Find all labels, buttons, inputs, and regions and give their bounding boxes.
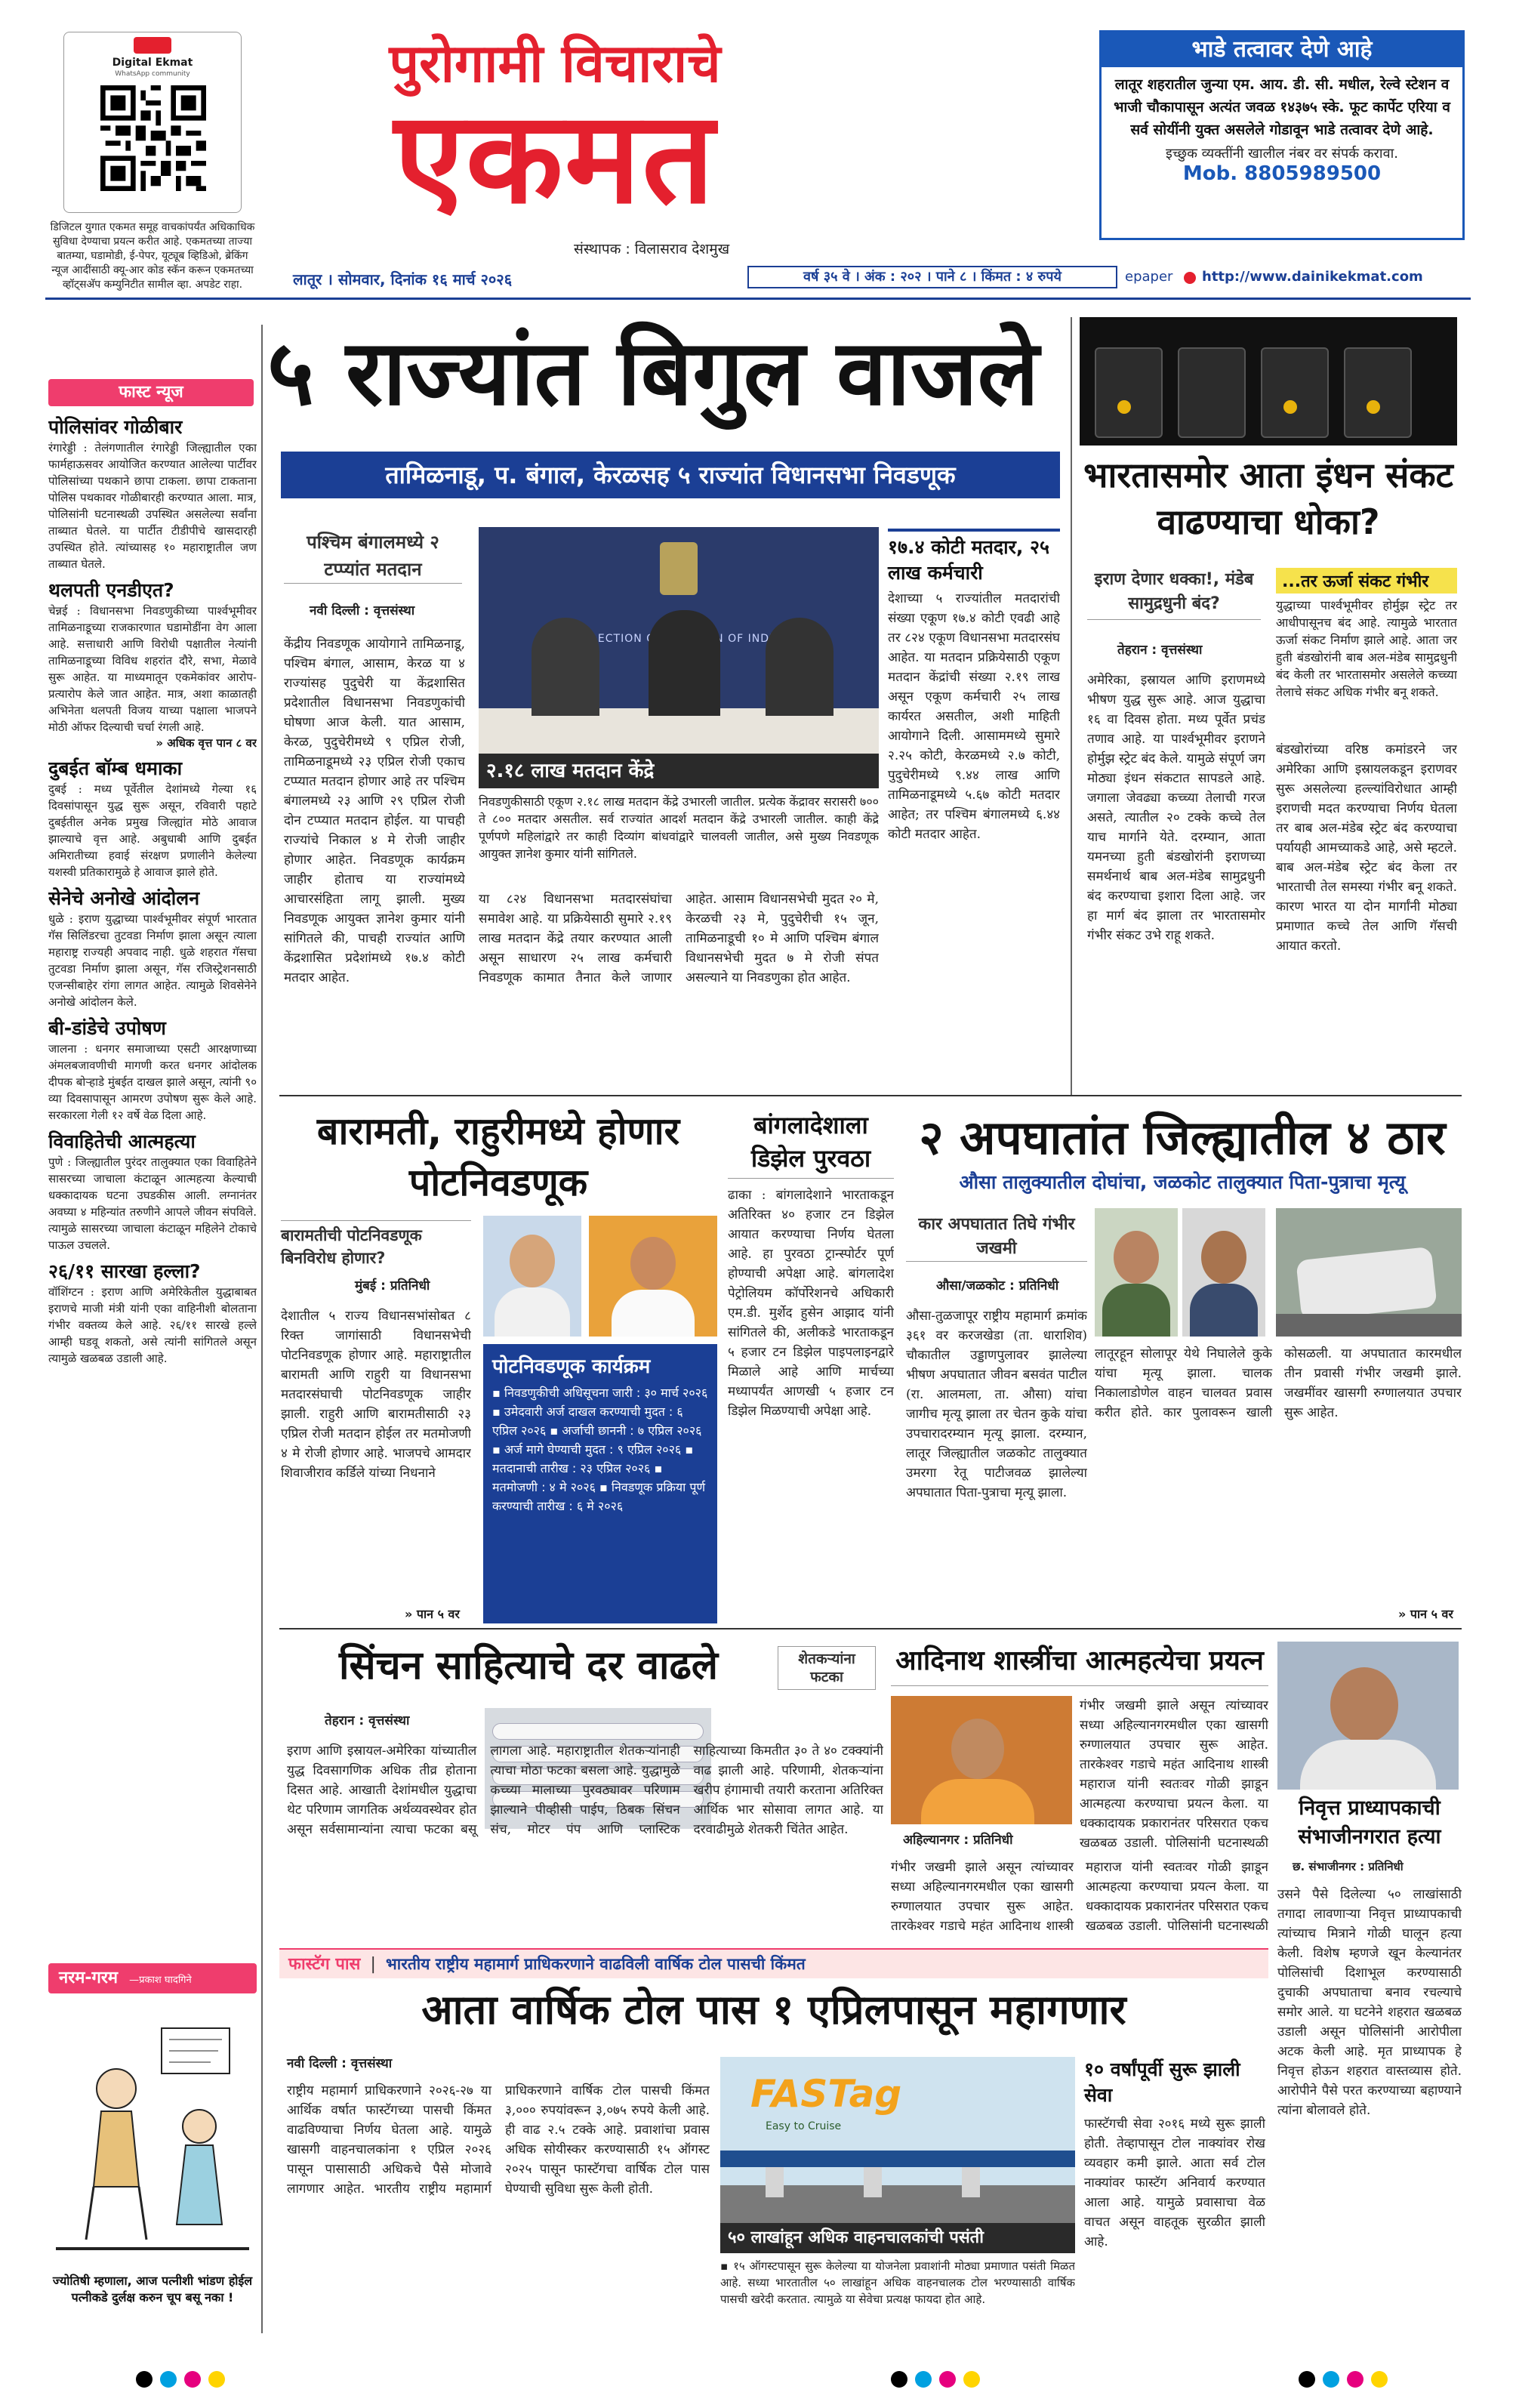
accident-subhead: औसा तालुक्यातील दोघांचा, जळकोट तालुक्यात पिता-पुत्राचा मृत्यू	[959, 1171, 1406, 1193]
fuel-side-title: ...तर ऊर्जा संकट गंभीर	[1276, 568, 1457, 594]
accident-body: औसा-तुळजापूर राष्ट्रीय महामार्ग क्रमांक ३६१ वर करजखेडा (ता. धाराशिव) चौकातील उड्डाणपुलावर झालेल्या भीषण अपघातात जीवन बसवंत पाटील (रा. आलमला, ता. औसा) यांचा जागीच मृत्यू झाला तर चेतन कुके यांचा उपचारादरम्यान मृत्यू झाला. दरम्यान, लातूर जिल्ह्यातील जळकोट तालुक्यात उमरगा रेतू पाटीजवळ झालेल्या अपघातात पिता-पुत्राचा मृत्यू झाला.	[906, 1309, 1087, 1500]
fast-news-header	[48, 379, 254, 406]
fast-news-item	[48, 1015, 257, 1124]
fast-news-title: सेनेचे अनोखे आंदोलन	[48, 887, 200, 909]
adinath-photo	[891, 1696, 1072, 1824]
fast-news-body: जालना : धनगर समाजाच्या एसटी आरक्षणाच्या अंमलबजावणीची मागणी करत धनगर आंदोलक दीपक बोऱ्हाडे मुंबईत दाखल झाले असून, त्यांनी ९० व्या दिवसापासून आमरण उपोषण सुरू केले आहे. सरकारला गेली १२ वर्षे वेळ दिला आहे.	[48, 1042, 257, 1122]
toll-byline: नवी दिल्ली : वृत्तसंस्था	[287, 2056, 393, 2071]
accident-headline: २ अपघातांत जिल्ह्यातील ४ ठार	[919, 1110, 1446, 1165]
program-body: ▪ निवडणुकीची अधिसूचना जारी : ३० मार्च २०२६ ▪ उमेदवारी अर्ज दाखल करण्याची मुदत : ६ एप्रिल २०२६ ▪ अर्जाची छाननी : ७ एप्रिल २०२६ ▪ अर्ज मागे घेण्याची मुदत : ९ एप्रिल २०२६ ▪ मतदानाची तारीख : २३ एप्रिल २०२६ ▪ मतमोजणी : ४ मे २०२६ ▪ निवडणूक प्रक्रिया पूर्ण करण्याची तारीख : ६ मे २०२६	[492, 1386, 708, 1513]
fast-news-body: पुणे : जिल्ह्यातील पुरंदर तालुक्यात एका विवाहितेने सासरच्या जाचाला कंटाळून आत्महत्या केल्याची धक्कादायक घटना उघडकीस आली. लग्नानंतर अवघ्या ४ महिन्यांत तरुणीने आपले जीवन संपविले. त्यामुळे सासरच्या जाचाला कंटाळून महिलेने टोकाचे पाऊल उचलले.	[48, 1155, 257, 1252]
person-left	[532, 618, 599, 716]
toll-strip	[279, 1948, 1268, 1978]
victim-photo-2	[1182, 1208, 1265, 1337]
lead-subhead-text: तामिळनाडू, प. बंगाल, केरळसह ५ राज्यांत विधानसभा निवडणूक	[385, 461, 956, 489]
registration-marks-right	[1299, 2371, 1397, 2389]
body	[495, 1287, 570, 1337]
fast-news-label: फास्ट न्यूज	[119, 383, 183, 402]
barrel	[1095, 347, 1163, 438]
fast-news-item	[48, 414, 257, 572]
photo-backdrop-text: ELECTION OF INDIA	[584, 633, 781, 645]
lead-photo-caption	[479, 754, 879, 788]
fuel-byline: तेहरान : वृत्तसंस्था	[1117, 643, 1203, 658]
narm-garam-credit: —प्रकाश घादगिने	[129, 1975, 192, 1986]
face	[951, 1719, 1004, 1779]
qr-title: Digital Ekmat	[112, 57, 193, 69]
face	[510, 1235, 555, 1287]
person-right	[766, 618, 833, 716]
fast-news-body: धुळे : इराण युद्धाच्या पार्श्वभूमीवर संपूर्ण भारतात गॅस सिलिंडरचा तुटवडा निर्माण झाला असून त्याला महाराष्ट्र राज्यही अपवाद नाही. धुळे शहरात गॅसचा तुटवडा निर्माण झाला असून, गॅस रजिस्ट्रेशनसाठी एजन्सीबाहेर रांगा लागत आहेत. त्यामुळे शिवसेनेने अनोखे आंदोलन केले.	[48, 912, 257, 1009]
bangladesh-body: ढाका : बांगलादेशाने भारताकडून अतिरिक्त ४० हजार टन डिझेल आयात करण्याचा निर्णय घेतला आहे. हा पुरवठा ट्रान्स्पोर्टर पूर्ण होण्याची अपेक्षा आहे. बांगलादेश पेट्रोलियम कॉर्पोरेशनचे अधिकारी एम.डी. मुर्शेद हुसेन आझाद यांनी सांगितले की, अलीकडे भारताकडून ५ हजार टन डिझेल पाइपलाइनद्वारे मिळाले आहे आणि मार्चच्या मध्यापर्यंत आणखी ५ हजार टन डिझेल मिळण्याची अपेक्षा आहे.	[728, 1188, 894, 1419]
road	[1276, 1314, 1462, 1337]
fuel-headline: भारतासमोर आता इंधन संकट वाढण्याचा धोका?	[1083, 455, 1453, 542]
fuel-box-title: इराण देणार धक्का!, मंडेब सामुद्रधुनी बंद?	[1087, 568, 1261, 620]
barrel	[1178, 347, 1246, 438]
irrigation-tag: शेतकऱ्यांना फटका	[778, 1646, 876, 1690]
barrel	[1344, 347, 1412, 438]
candidate-photo-2	[589, 1216, 717, 1337]
irrigation-byline: तेहरान : वृत्तसंस्था	[325, 1713, 410, 1728]
body	[612, 1290, 695, 1337]
toll-booth	[766, 2167, 784, 2197]
fast-news-item	[48, 1258, 257, 1367]
lead-col-2: या ८२४ विधानसभा मतदारसंघांचा समावेश आहे. या प्रक्रियेसाठी सुमारे २.१९ लाख मतदान केंद्रे तयार करण्यात आली असून साधारण २५ लाख कर्मचारी निवडणूक कामात तैनात केले जाणार आहेत. आसाम विधानसभेची मुदत २० मे, केरळची २३ मे, पुदुचेरीची १५ जून, तामिळनाडूची १० मे आणि पश्चिम बंगाल विधानसभेची मुदत ७ मे रोजी संपत असल्याने या निवडणुका होत आहेत.	[479, 892, 879, 985]
fast-news-body: चेन्नई : विधानसभा निवडणुकीच्या पार्श्वभूमीवर तामिळनाडूच्या राजकारणात घडामोडींना वेग आला आहे. सत्ताधारी आणि विरोधी पक्षातील नेत्यांनी तामिळनाडूच्या विविध शहरांत दौरे, सभा, मेळावे सुरू आहेत. या माध्यमातून एकमेकांवर आरोप-प्रत्यारोप केले जात आहेत. मात्र, अशा काळातही अभिनेता थलपती विजय याच्या पक्षाला भाजपने मोठी ऑफर दिल्याची चर्चा रंगली आहे.	[48, 604, 257, 734]
lead-photo-caption-title: २.१८ लाख मतदान केंद्रे	[486, 760, 655, 782]
fastag-caption	[720, 2223, 1075, 2253]
victim-photo-1	[1095, 1208, 1178, 1337]
cartoon-caption: ज्योतिषी म्हणाला, आज पत्नीशी भांडण होईल पत्नीकडे दुर्लक्ष करुन चूप बसू नका !	[52, 2274, 253, 2305]
toll-headline: आता वार्षिक टोल पास १ एप्रिलपासून महागणार	[421, 1986, 1126, 2033]
face	[1201, 1231, 1246, 1284]
irrigation-body: इराण आणि इस्रायल-अमेरिका यांच्यातील युद्ध दिवसागणिक अधिक तीव्र होताना दिसत आहे. आखाती देशांमधील युद्धाचा थेट परिणाम जागतिक अर्थव्यवस्थेवर होत असून सर्वसामान्यांना त्याचा फटका बसू लागला आहे. महाराष्ट्रातील शेतकऱ्यांनाही त्याचा मोठा फटका बसला आहे. युद्धामुळे कच्च्या मालाच्या पुरवठ्यावर परिणाम झाल्याने पीव्हीसी पाईप, ठिबक सिंचन संच, मोटर पंप आणि प्लास्टिक साहित्याच्या किमतीत ३० ते ४० टक्क्यांनी वाढ झाली आहे. परिणामी, शेतकऱ्यांना खरीप हंगामाची तयारी करताना अतिरिक्त आर्थिक भार सोसावा लागत आहे. या दरवाढीमुळे शेतकरी चिंतेत आहेत.	[287, 1744, 883, 1837]
left-column-rule	[261, 325, 263, 2333]
person-center	[649, 610, 720, 716]
lead-col-1: केंद्रीय निवडणूक आयोगाने तामिळनाडू, पश्चिम बंगाल, आसाम, केरळ या ४ राज्यांसह पुदुचेरी या केंद्रशासित प्रदेशातील विधानसभा निवडणुकांची घोषणा आज केली. यात आसाम, केरळ, पुदुचेरीमध्ये ९ एप्रिल रोजी, तामिळनाडूमध्ये २३ एप्रिल रोजी एकाच टप्प्यात मतदान होणार आहे तर पश्चिम बंगालमध्ये २३ आणि २९ एप्रिल रोजी दोन टप्प्यात मतदान होईल. या पाचही राज्यांचे निकाल ४ मे रोजी जाहीर होणार आहेत. निवडणूक कार्यक्रम जाहीर होताच या राज्यांमध्ये आचारसंहिता लागू झाली. मुख्य निवडणूक आयुक्त ज्ञानेश कुमार यांनी सांगितले की, पाचही राज्यांत आणि केंद्रशासित प्रदेशांमध्ये १७.४ कोटी मतदार आहेत.	[284, 637, 465, 985]
mid-rule	[279, 1628, 1462, 1629]
murder-body: उसने पैसे दिलेल्या ५० लाखांसाठी तगादा लावणाऱ्या निवृत्त प्राध्यापकाची त्यांच्याच मित्राने गोळी घालून हत्या केली. विशेष म्हणजे खून केल्यानंतर पोलिसांची दिशाभूल करण्यासाठी दुचाकी अपघाताचा बनाव रचल्याचे समोर आले. या घटनेने शहरात खळबळ उडाली असून पोलिसांनी आरोपीला अटक केली आहे. मृत प्राध्यापक हे निवृत्त होऊन शहरात वास्तव्यास होते. आरोपीने पैसे परत करण्याच्या बहाण्याने त्यांना बोलावले होते.	[1277, 1887, 1462, 2118]
fast-news-body: वॉशिंग्टन : इराण आणि अमेरिकेतील युद्धाबाबत इराणचे माजी मंत्री यांनी एका वाहिनीशी बोलताना गंभीर वक्तव्य केले आहे. २६/११ सारखे हल्ले आम्ही घडवू शकतो, असे त्यांनी सांगितले असून त्यामुळे खळबळ उडाली आहे.	[48, 1285, 257, 1365]
masthead-logo: एकमत	[393, 84, 716, 232]
irrigation-headline: सिंचन साहित्याचे दर वाढले	[338, 1643, 719, 1688]
face	[630, 1237, 676, 1290]
toll-strip-text: भारतीय राष्ट्रीय महामार्ग प्राधिकरणाने वाढविली वार्षिक टोल पासची किंमत	[386, 1955, 806, 1973]
qr-brand-badge	[134, 37, 171, 54]
qr-box	[63, 32, 242, 213]
adinath-headline: आदिनाथ शास्त्रींचा आत्महत्येचा प्रयत्न	[891, 1637, 1268, 1686]
fuel-body-2: बंडखोरांच्या वरिष्ठ कमांडरने जर अमेरिका आणि इस्रायलकडून इराणवर सुरू असलेल्या हल्ल्यांविरोधात आम्ही इराणची मदत करण्याचा निर्णय घेतला तर बाब अल-मंडेब स्ट्रेट बंद करण्याचा पर्यायही आमच्याकडे आहे, असे म्हटले. बाब अल-मंडेब स्ट्रेट बंद केला तर भारताची तेल समस्या गंभीर बनू शकते. कारण भारत या दोन मार्गांनी मोठ्या प्रमाणात कच्चे तेल आणि गॅसची आयात करतो.	[1276, 742, 1457, 954]
toll-body: राष्ट्रीय महामार्ग प्राधिकरणाने २०२६-२७ या आर्थिक वर्षात फास्टॅगच्या पासची किंमत वाढविण्याचा निर्णय घेतला आहे. यामुळे खासगी वाहनचालकांना १ एप्रिल २०२६ पासून पासासाठी अधिकचे पैसे मोजावे लागणार आहेत. भारतीय राष्ट्रीय महामार्ग प्राधिकरणाने वार्षिक टोल पासची किंमत ३,००० रुपयांवरून ३,०७५ रुपये केली आहे. ही वाढ २.५ टक्के आहे. प्रवाशांचा प्रवास अधिक सोयीस्कर करण्यासाठी १५ ऑगस्ट २०२५ पासून फास्टॅगचा वार्षिक टोल पास घेण्याची सुविधा सुरू केली होती.	[287, 2083, 710, 2197]
fast-news-title: बी-डांडेचे उपोषण	[48, 1017, 166, 1039]
issue-meta: वर्ष ३५ वे । अंक : २०२ । पाने ८ । किंमत : ४ रुपये	[747, 266, 1117, 288]
qr-subtitle: WhatsApp community	[115, 70, 190, 78]
oil-barrels-photo	[1080, 317, 1457, 446]
rent-ad-body: लातूर शहरातील जुन्या एम. आय. डी. सी. मधील, रेल्वे स्टेशन व भाजी चौकापासून अत्यंत जवळ १४३७५ स्के. फूट कार्पेट एरिया व सर्व सोयींनी युक्त असलेले गोडावून भाडे तत्वावर देणे आहे.	[1114, 76, 1450, 138]
car-body	[1296, 1247, 1437, 1321]
accident-byline: औसा/जळकोट : प्रतिनिधी	[936, 1278, 1059, 1293]
narm-garam-title: नरम-गरम	[59, 1969, 119, 1987]
masthead-rule	[45, 298, 1471, 300]
fuel-side-body: युद्धाच्या पार्श्वभूमीवर होर्मुझ स्ट्रेट तर आधीपासूनच बंद आहे. त्यामुळे भारतात ऊर्जा संकट निर्माण झाले आहे. आता जर हुती बंडखोरांनी बाब अल-मंडेब सामुद्रधुनी बंद केली तर भारतासमोर असलेले कच्च्या तेलाचे संकट अधिक गंभीर बनू शकते.	[1276, 598, 1457, 699]
adinath-body-right: गंभीर जखमी झाले असून त्यांच्यावर सध्या अहिल्यानगरमधील एका खासगी रुग्णालयात उपचार सुरू आहेत. तारकेश्वर गडाचे महंत आदिनाथ शास्त्री महाराज यांनी स्वतःवर गोळी झाडून आत्महत्या करण्याचा प्रयत्न केला. या धक्कादायक प्रकारानंतर परिसरात एकच खळबळ उडाली. पोलिसांनी घटनास्थळी	[1080, 1698, 1268, 1851]
epaper-label: epaper	[1125, 269, 1173, 285]
epaper-icon	[1184, 272, 1196, 284]
pipe	[492, 1723, 704, 1740]
qr-description: डिजिटल युगात एकमत समूह वाचकांपर्यंत अधिकाधिक सुविधा देण्याचा प्रयत्न करीत आहे. एकमतच्या ताज्या बातम्या, घडामोडी, ई-पेपर, यूट्यूब व्हिडिओ, ब्रेकिंग न्यूज आदींसाठी क्यू-आर कोड स्कॅन करून एकमतच्या व्हॉट्सअ‍ॅप कम्युनिटीत सामील व्हा. अपडेट राहा.	[50, 221, 255, 291]
fast-news-body: दुबई : मध्य पूर्वेतील देशांमध्ये गेल्या १६ दिवसांपासून युद्ध सुरू असून, रविवारी पहाटे दुबईतील अनेक प्रमुख जिल्ह्यांत मोठे आवाज झाल्याचे वृत्त आहे. अबुधाबी आणि दुबईत अमिरातीच्या हवाई संरक्षण प्रणालीने केलेल्या यशस्वी प्रतिकारामुळे हे आवाज झाले होते.	[48, 782, 257, 879]
body	[1102, 1284, 1170, 1337]
oil-drop-icon	[1117, 400, 1131, 414]
rent-ad-note: इच्छुक व्यक्तींनी खालील नंबर वर संपर्क करावा.	[1166, 146, 1398, 162]
election-commission-photo	[479, 527, 879, 754]
fast-news-title: विवाहितेची आत्महत्या	[48, 1130, 196, 1152]
fastag-caption-title: ५० लाखांहून अधिक वाहनचालकांची पसंती	[728, 2228, 984, 2247]
fast-news-item	[48, 755, 257, 880]
face	[1114, 1231, 1159, 1284]
bangladesh-headline: बांगलादेशाला डिझेल पुरवठा	[728, 1108, 894, 1179]
bypoll-body: देशातील ५ राज्य विधानसभांसोबत ८ रिक्त जागांसाठी विधानसभेची पोटनिवडणूक होणार आहे. महाराष्ट्रातील बारामती आणि राहुरी या विधानसभा मतदारसंघाची पोटनिवडणूक जाहीर झाली. राहुरी आणि बारामतीसाठी २३ एप्रिल रोजी मतदान होईल तर मतमोजणी ४ मे रोजी होणार आहे. भाजपचे आमदार शिवाजीराव कर्डिले यांच्या निधनाने	[281, 1309, 471, 1481]
accident-more[interactable]: » पान ५ वर	[1398, 1607, 1453, 1621]
dateline: लातूर । सोमवार, दिनांक १६ मार्च २०२६	[293, 270, 513, 288]
founder-line: संस्थापक : विलासराव देशमुख	[574, 241, 730, 257]
narm-garam-box	[48, 1963, 257, 2341]
toll-booth	[864, 2167, 882, 2197]
toll-side-title: १० वर्षांपूर्वी सुरू झाली सेवा	[1084, 2058, 1240, 2106]
bypoll-more[interactable]: » पान ५ वर	[405, 1607, 460, 1621]
right-column-rule	[1071, 317, 1072, 1095]
body	[1300, 1740, 1436, 1790]
website-link[interactable]: http://www.dainikekmat.com	[1202, 269, 1423, 285]
adinath-body: गंभीर जखमी झाले असून त्यांच्यावर सध्या अहिल्यानगरमधील एका खासगी रुग्णालयात उपचार सुरू आहेत. तारकेश्वर गडाचे महंत आदिनाथ शास्त्री महाराज यांनी स्वतःवर गोळी झाडून आत्महत्या करण्याचा प्रयत्न केला. या धक्कादायक प्रकारानंतर परिसरात एकच खळबळ उडाली. पोलिसांनी घटनास्थळी	[891, 1860, 1268, 1934]
murder-headline: निवृत्त प्राध्यापकाची संभाजीनगरात हत्या	[1298, 1796, 1441, 1848]
fast-news-title: पोलिसांवर गोळीबार	[48, 416, 183, 438]
bypoll-headline: बारामती, राहुरीमध्ये होणार पोटनिवडणूक	[316, 1109, 680, 1204]
fast-news-more[interactable]: » अधिक वृत्त पान ८ वर	[156, 736, 257, 750]
fastag-logo: FASTag	[750, 2072, 902, 2116]
rent-ad[interactable]	[1099, 30, 1465, 240]
murder-byline: छ. संभाजीनगर : प्रतिनिधी	[1293, 1860, 1404, 1873]
program-title: पोटनिवडणूक कार्यक्रम	[492, 1355, 651, 1378]
lead-headline: ५ राज्यांत बिगुल वाजले	[267, 321, 1040, 426]
toll-booth	[962, 2167, 980, 2197]
emblem-icon	[660, 542, 698, 595]
rent-ad-mobile[interactable]: Mob. 8805989500	[1182, 162, 1382, 185]
toll-strip-divider: |	[370, 1955, 376, 1974]
candidate-photo-1	[483, 1216, 581, 1337]
adinath-byline: अहिल्यानगर : प्रतिनिधी	[903, 1833, 1013, 1848]
lead-sidebar-title: १७.४ कोटी मतदार, २५ लाख कर्मचारी	[888, 529, 1060, 586]
fastag-slogan: Easy to Cruise	[766, 2120, 842, 2132]
lead-box-title: पश्चिम बंगालमध्ये २ टप्प्यांत मतदान	[284, 529, 462, 584]
registration-marks-left	[136, 2371, 234, 2389]
fast-news-title: थलपती एनडीएत?	[48, 579, 174, 601]
lead-photo-caption-body: निवडणुकीसाठी एकूण २.१८ लाख मतदान केंद्रे उभारली जातील. प्रत्येक केंद्रावर सरासरी ७०० ते ८०० मतदार असतील. सर्व राज्यांत आदर्श मतदान केंद्रे उभारली जातील. काही केंद्रे पूर्णपणे महिलांद्वारे तर काही दिव्यांग बांधवांद्वारे चालवली जातील, असे मुख्य निवडणूक आयुक्त ज्ञानेश कुमार यांनी सांगितले.	[479, 794, 879, 861]
oil-drop-icon	[1283, 400, 1297, 414]
fuel-body: अमेरिका, इस्रायल आणि इराणमध्ये भीषण युद्ध सुरू आहे. आज युद्धाचा १६ वा दिवस होता. मध्य पूर्वेत प्रचंड तणाव आहे. या पार्श्वभूमीवर इराणने होर्मुझ स्ट्रेट बंद केले. यामुळे संपूर्ण जग मोठ्या इंधन संकटात सापडले आहे. जगाला जेवढ्या कच्च्या तेलाची गरज असते, त्यातील २० टक्के कच्चे तेल याच मार्गाने येते. दरम्यान, आता यमनच्या हुती बंडखोरांनी इराणच्या समर्थनार्थ बाब अल-मंडेब सामुद्रधुनी बंद करण्याचा इशारा दिला आहे. जर हा मार्ग बंद झाला तर भारतासमोर गंभीर संकट उभे राहू शकते.	[1087, 673, 1265, 943]
cartoon-illustration	[48, 1998, 257, 2270]
wrecked-car-photo	[1276, 1208, 1462, 1337]
bypoll-byline: मुंबई : प्रतिनिधी	[355, 1278, 430, 1293]
toll-side-body: फास्टॅगची सेवा २०१६ मध्ये सुरू झाली होती. तेव्हापासून टोल नाक्यांवर रोख व्यवहार कमी झाले. आता सर्व टोल नाक्यांवर फास्टॅग अनिवार्य करण्यात आला आहे. यामुळे प्रवासाचा वेळ वाचत असून वाहतूक सुरळीत झाली आहे.	[1084, 2117, 1265, 2249]
toll-strip-label: फास्टॅग पास	[288, 1955, 361, 1974]
body	[1190, 1284, 1258, 1337]
lead-byline: नवी दिल्ली : वृत्तसंस्था	[310, 603, 415, 618]
bypoll-box-title: बारामतीची पोटनिवडणूक बिनविरोध होणार?	[281, 1220, 471, 1269]
fastag-photo	[720, 2057, 1075, 2223]
fast-news-item	[48, 885, 257, 1010]
fast-news-list	[48, 414, 257, 1947]
barrel	[1261, 347, 1329, 438]
face	[1330, 1667, 1398, 1743]
fastag-caption-body: ▪ १५ ऑगस्टपासून सुरू केलेल्या या योजनेला प्रवाशांनी मोठ्या प्रमाणात पसंती मिळत आहे. सध्या भारतातील ५० लाखांहून अधिक वाहनचालक टोल भरण्यासाठी वार्षिक पासची खरेदी करतात. त्यामुळे या सेवेचा प्रत्यक्ष फायदा होत आहे.	[720, 2259, 1075, 2306]
accident-box-title: कार अपघातात तिघे गंभीर जखमी	[906, 1213, 1087, 1262]
fast-news-item	[48, 577, 257, 751]
oil-drop-icon	[1367, 400, 1380, 414]
lead-subhead	[281, 452, 1060, 498]
narm-garam-header	[48, 1963, 257, 1993]
professor-photo	[1277, 1642, 1459, 1790]
lead-bottom-rule	[279, 1095, 1462, 1096]
lead-sidebar-body: देशाच्या ५ राज्यांतील मतदारांची संख्या एकूण १७.४ कोटी एवढी आहे तर ८२४ एकूण विधानसभा मतदारसंघ आहेत. या मतदान प्रक्रियेसाठी एकूण मतदान केंद्रांची संख्या २.१९ लाख असून एकूण कर्मचारी २५ लाख कार्यरत असतील, अशी माहिती आयोगाने दिली. आसाममध्ये सुमारे २.२५ कोटी, केरळमध्ये २.७ कोटी, पुदुचेरीमध्ये ९.४४ लाख आणि तामिळनाडूमध्ये ५.६७ कोटी मतदार आहेत; तर पश्चिम बंगालमध्ये ६.४४ कोटी मतदार आहेत.	[888, 591, 1060, 842]
fast-news-item	[48, 1128, 257, 1253]
qr-code-icon[interactable]	[100, 85, 206, 191]
rent-ad-title: भाडे तत्वावर देणे आहे	[1102, 32, 1462, 67]
fast-news-title: २६/११ सारखा हल्ला?	[48, 1260, 201, 1282]
body	[921, 1779, 1034, 1824]
toll-plaza-roof	[720, 2151, 1075, 2167]
registration-marks-center	[891, 2371, 989, 2389]
program-box	[483, 1344, 717, 1623]
fast-news-body: रंगारेड्डी : तेलंगणातील रंगारेड्डी जिल्ह्यातील एका फार्महाऊसवर आयोजित करण्यात आलेल्या पार्टीवर पोलिसांच्या पथकाने छापा टाकला. छापा टाकताना पोलिस पथकावर गोळीबारही करण्यात आला. मात्र, पोलिसांनी घटनास्थळी उपस्थित असलेल्या सर्वांना ताब्यात घेतले. या पार्टीत टीडीपीचे खासदारही उपस्थित होते. त्यांच्यासह १० महाराष्ट्रातील जण ताब्यात घेतले.	[48, 441, 257, 571]
fast-news-title: दुबईत बॉम्ब धमाका	[48, 757, 183, 779]
accident-body-2: लातूरहून सोलापूर येथे निघालेले कुके यांचा मृत्यू झाला. चालक निकालाडोणेल वाहन चालवत प्रवास करीत होते. कार पुलावरून खाली कोसळली. या अपघातात कारमधील तीन प्रवासी गंभीर जखमी झाले. जखमींवर खासगी रुग्णालयात उपचार सुरू आहेत.	[1095, 1346, 1462, 1420]
masthead-tagline: पुरोगामी विचाराचे	[389, 32, 721, 94]
